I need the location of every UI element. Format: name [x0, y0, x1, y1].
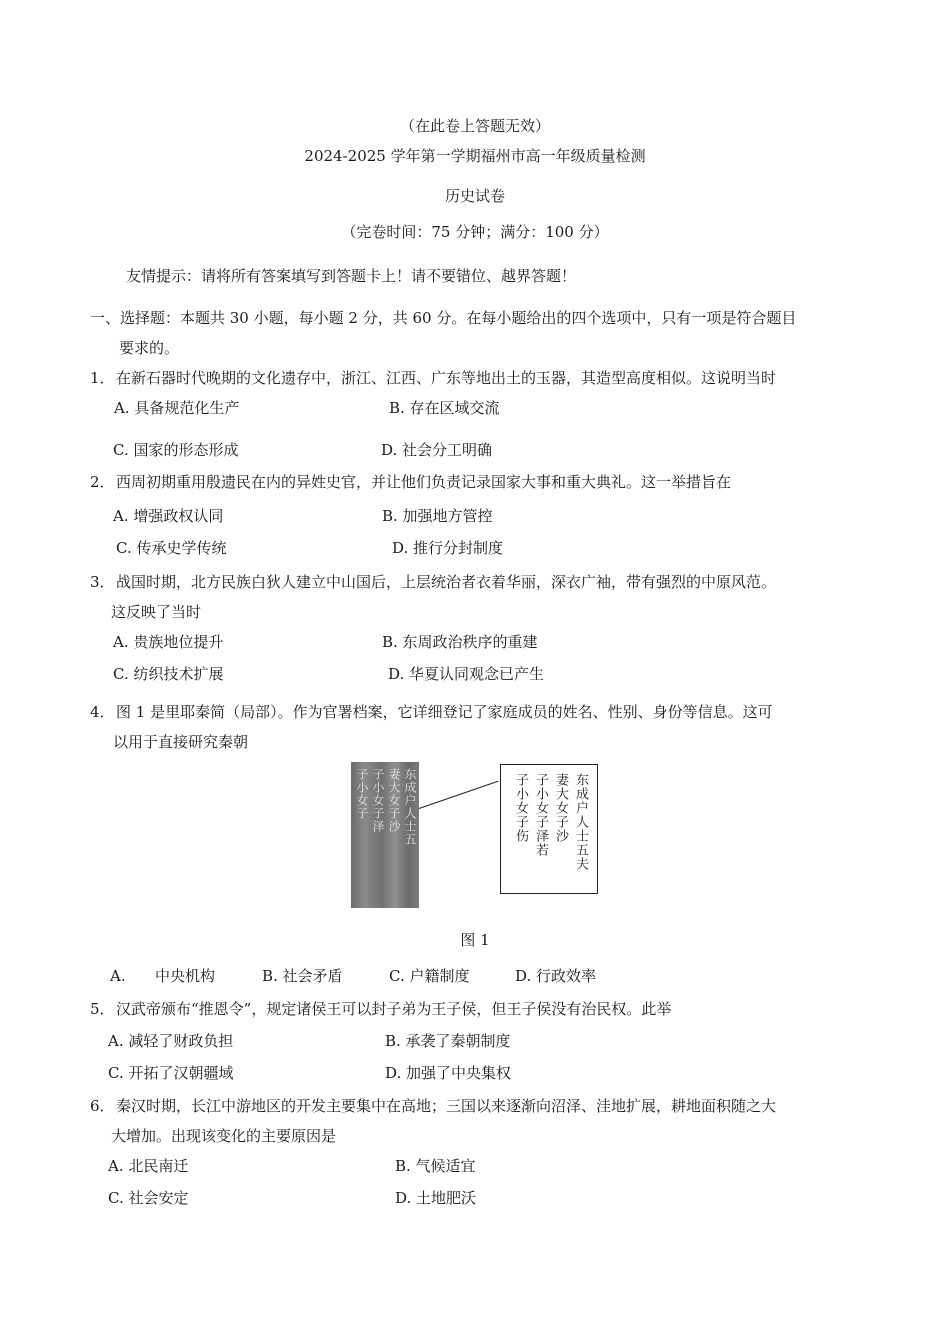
slip-column: 东成户人士五 [403, 768, 417, 846]
question-stem-cont: 以用于直接研究秦朝 [113, 733, 249, 751]
question-number: 4． [90, 703, 115, 721]
option-c: C. 纺织技术扩展 [113, 665, 224, 683]
option-b: B. 加强地方管控 [382, 507, 493, 525]
option-d: D. 行政效率 [515, 967, 597, 985]
question-number: 6． [90, 1097, 115, 1115]
question-stem: 汉武帝颁布“推恩令”，规定诸侯王可以封子弟为王子侯，但王子侯没有治民权。此举 [116, 1000, 672, 1018]
question-number: 1． [90, 369, 115, 387]
option-c: C. 国家的形态形成 [113, 441, 239, 459]
transcription-column: 子小女子泽若 [533, 773, 548, 857]
transcription-column: 东成户人士五夫 [573, 773, 588, 871]
option-c: C. 户籍制度 [389, 967, 470, 985]
slip-column: 子小女子 [355, 768, 369, 820]
figure-1 [351, 760, 603, 910]
question-stem-cont: 大增加。出现该变化的主要原因是 [111, 1127, 337, 1145]
question-stem: 西周初期重用殷遗民在内的异姓史官，并让他们负责记录国家大事和重大典礼。这一举措旨在 [116, 473, 732, 491]
option-a: A. 北民南迁 [108, 1157, 189, 1175]
slip-column: 妻大女子沙 [387, 768, 401, 833]
section1-instruction: 一、选择题：本题共 30 小题，每小题 2 分，共 60 分。在每小题给出的四个选项中，只有一项是符合题目 [90, 309, 797, 327]
exam-reminder: 友情提示：请将所有答案填写到答题卡上！请不要错位、越界答题！ [126, 267, 577, 285]
option-a-letter: A. [110, 967, 126, 985]
option-d: D. 推行分封制度 [392, 539, 504, 557]
exam-note: （在此卷上答题无效） [399, 117, 550, 135]
question-number: 3． [90, 573, 115, 591]
question-stem: 秦汉时期，长江中游地区的开发主要集中在高地；三国以来逐渐向沼泽、洼地扩展，耕地面积随之大 [116, 1097, 777, 1115]
bamboo-slip-image [351, 762, 419, 908]
transcription-column: 子小女子伤 [513, 773, 528, 843]
transcription-box [500, 764, 598, 894]
option-c: C. 传承史学传统 [116, 539, 227, 557]
exam-subject: 历史试卷 [444, 187, 505, 205]
slip-column: 子小女子泽 [371, 768, 385, 833]
question-stem: 在新石器时代晚期的文化遗存中，浙江、江西、广东等地出土的玉器，其造型高度相似。这说明当时 [116, 369, 777, 387]
question-stem: 战国时期，北方民族白狄人建立中山国后，上层统治者衣着华丽，深衣广袖，带有强烈的中原风范。 [116, 573, 777, 591]
question-stem: 图 1 是里耶秦简（局部）。作为官署档案，它详细登记了家庭成员的姓名、性别、身份等信息。这可 [116, 703, 773, 721]
option-b: B. 社会矛盾 [262, 967, 343, 985]
option-d: D. 土地肥沃 [395, 1189, 477, 1207]
option-b: B. 承袭了秦朝制度 [385, 1032, 511, 1050]
transcription-column: 妻大女子沙 [553, 773, 568, 843]
option-d: D. 华夏认同观念已产生 [388, 665, 545, 683]
option-a: 中央机构 [155, 967, 216, 985]
option-b: B. 气候适宜 [395, 1157, 476, 1175]
option-a: A. 具备规范化生产 [114, 399, 240, 417]
option-a: A. 减轻了财政负担 [108, 1032, 234, 1050]
option-c: C. 社会安定 [108, 1189, 189, 1207]
question-stem-cont: 这反映了当时 [111, 603, 202, 621]
figure-caption: 图 1 [460, 931, 490, 949]
option-c: C. 开拓了汉朝疆域 [108, 1064, 234, 1082]
figure-connector-line [419, 781, 499, 809]
question-number: 5． [90, 1000, 115, 1018]
exam-time-info: （完卷时间：75 分钟；满分：100 分） [341, 223, 609, 241]
question-number: 2． [90, 473, 115, 491]
exam-title: 2024-2025 学年第一学期福州市高一年级质量检测 [304, 147, 646, 165]
section1-instruction-cont: 要求的。 [119, 339, 180, 357]
option-a: A. 贵族地位提升 [113, 633, 224, 651]
option-d: D. 社会分工明确 [381, 441, 493, 459]
option-a: A. 增强政权认同 [113, 507, 224, 525]
option-b: B. 存在区域交流 [389, 399, 500, 417]
option-d: D. 加强了中央集权 [385, 1064, 512, 1082]
option-b: B. 东周政治秩序的重建 [382, 633, 538, 651]
